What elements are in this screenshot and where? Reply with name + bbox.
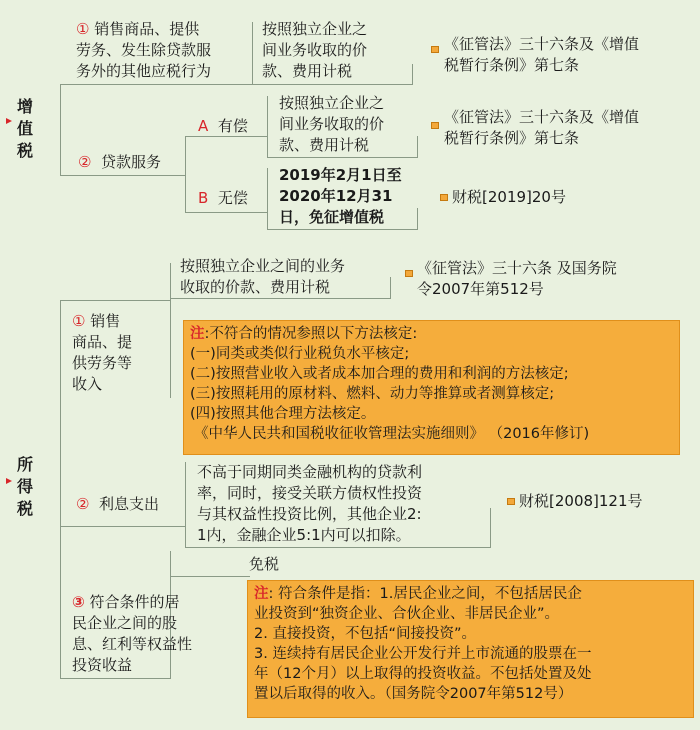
cit-branch-1-line — [60, 300, 170, 301]
vat-item2-a-underline — [267, 157, 417, 158]
cit-item2-desc-end — [490, 508, 491, 548]
cit-item1-desc: 按照独立企业之间的业务 收取的价款、费用计税 — [180, 257, 346, 296]
cit-item2-desc: 不高于同期同类金融机构的贷款利 率，同时，接受关联方债权性投资 与其权益性投资比例，其他企业2: 1内，金融企业5:1内可以扣除。 — [197, 463, 423, 544]
vat-item1-ref-tag-icon — [431, 46, 439, 53]
vat-branch-2-line — [60, 175, 185, 176]
vat-item2-a-letter: A — [198, 117, 209, 135]
cit-item3-note-prefix: 注 — [254, 586, 269, 602]
cit-flag-icon — [6, 478, 12, 484]
cit-item2-desc-underline — [185, 547, 490, 548]
vat-item1-number: ① — [76, 20, 90, 38]
vat-item1-desc-bracket — [252, 22, 253, 85]
cit-item3-desc-underline — [170, 576, 250, 577]
cit-item2-ref: 财税[2008]121号 — [519, 492, 643, 510]
cit-item1-desc-end — [390, 277, 391, 299]
cit-item3-number: ③ — [72, 593, 85, 611]
vat-item1-desc-end — [412, 64, 413, 85]
cit-item1-number: ① — [72, 312, 86, 330]
vat-item2-a-bracket — [267, 96, 268, 158]
vat-item2-b-end — [417, 208, 418, 230]
cit-item1-label: ① 销售 商品、提 供劳务等 收入 — [72, 312, 133, 393]
vat-item2-fork-line — [185, 136, 186, 213]
vat-label: 增 值 税 — [16, 97, 33, 160]
vat-item1-ref: 《征管法》三十六条及《增值 税暂行条例》第七条 — [444, 35, 640, 74]
cit-item3-desc: 免税 — [249, 555, 280, 573]
vat-item1-desc: 按照独立企业之 间业务收取的价 款、费用计税 — [262, 20, 368, 80]
cit-item3-label: ③ 符合条件的居 民企业之间的股 息、红利等权益性 投资收益 — [72, 593, 193, 674]
cit-trunk-line — [60, 300, 61, 678]
vat-item2-b-ref-tag-icon — [440, 194, 448, 201]
vat-item1-desc-underline — [252, 84, 412, 85]
cit-item1-desc-underline — [170, 298, 390, 299]
vat-item2-b-bracket — [267, 168, 268, 230]
vat-item1-label: ① 销售商品、提供 劳务、发生除贷款服 务外的其他应税行为 — [76, 20, 212, 80]
vat-item2-b-underline — [267, 229, 417, 230]
cit-branch-3-line — [60, 678, 170, 679]
cit-label: 所 得 税 — [16, 455, 33, 518]
vat-item2-b-letter: B — [198, 189, 209, 207]
vat-branch-1-line — [60, 84, 252, 85]
cit-item1-note-prefix: 注 — [190, 326, 205, 342]
vat-item2-a-desc: 按照独立企业之 间业务收取的价 款、费用计税 — [279, 94, 385, 154]
vat-item2-number: ② — [78, 153, 92, 171]
cit-item2-ref-tag-icon — [507, 498, 515, 505]
vat-trunk-line — [60, 84, 61, 176]
cit-item2-label: ② 利息支出 — [76, 495, 160, 513]
vat-item2-a-end — [417, 136, 418, 158]
vat-item2-a-ref: 《征管法》三十六条及《增值 税暂行条例》第七条 — [444, 108, 640, 147]
cit-item2-bracket — [185, 462, 186, 548]
cit-item2-number: ② — [76, 495, 90, 513]
vat-item2-a-ref-tag-icon — [431, 122, 439, 129]
cit-item1-note: 注:不符合的情况参照以下方法核定: (一)同类或类似行业税负水平核定; (二)按照营业收入或者成本加合理的费用和利润的方法核定; (三)按照耗用的原材料、燃料、动力等推算或者测算核定; (四)按照其他合理方法核定。 《中华人民共和国税收征收管理法实施细则》 （2016年修订) — [183, 320, 680, 455]
cit-item1-bracket — [170, 263, 171, 398]
cit-branch-2-line — [60, 526, 185, 527]
cit-item3-note: 注: 符合条件是指：1.居民企业之间，不包括居民企 业投资到“独资企业、合伙企业、非居民企业”。 2. 直接投资，不包括“间接投资”。 3. 连续持有居民企业公开发行并上市流通的股票在一 年（12个月）以上取得的投资收益。不包括处置及处 置以后取得的收入。（国务院令2007年第512号） — [247, 580, 694, 718]
vat-item2-a-label: A 有偿 — [198, 117, 248, 135]
vat-item2-b-label: B 无偿 — [198, 189, 248, 207]
vat-item2-b-line — [185, 212, 267, 213]
vat-item2-b-ref: 财税[2019]20号 — [452, 188, 566, 206]
vat-item2-label: ② 贷款服务 — [78, 153, 162, 171]
cit-item1-ref-tag-icon — [405, 270, 413, 277]
vat-flag-icon — [6, 118, 12, 124]
vat-item2-b-desc: 2019年2月1日至 2020年12月31 日，免征增值税 — [279, 166, 402, 226]
cit-item1-ref: 《征管法》三十六条 及国务院 令2007年第512号 — [417, 259, 617, 298]
